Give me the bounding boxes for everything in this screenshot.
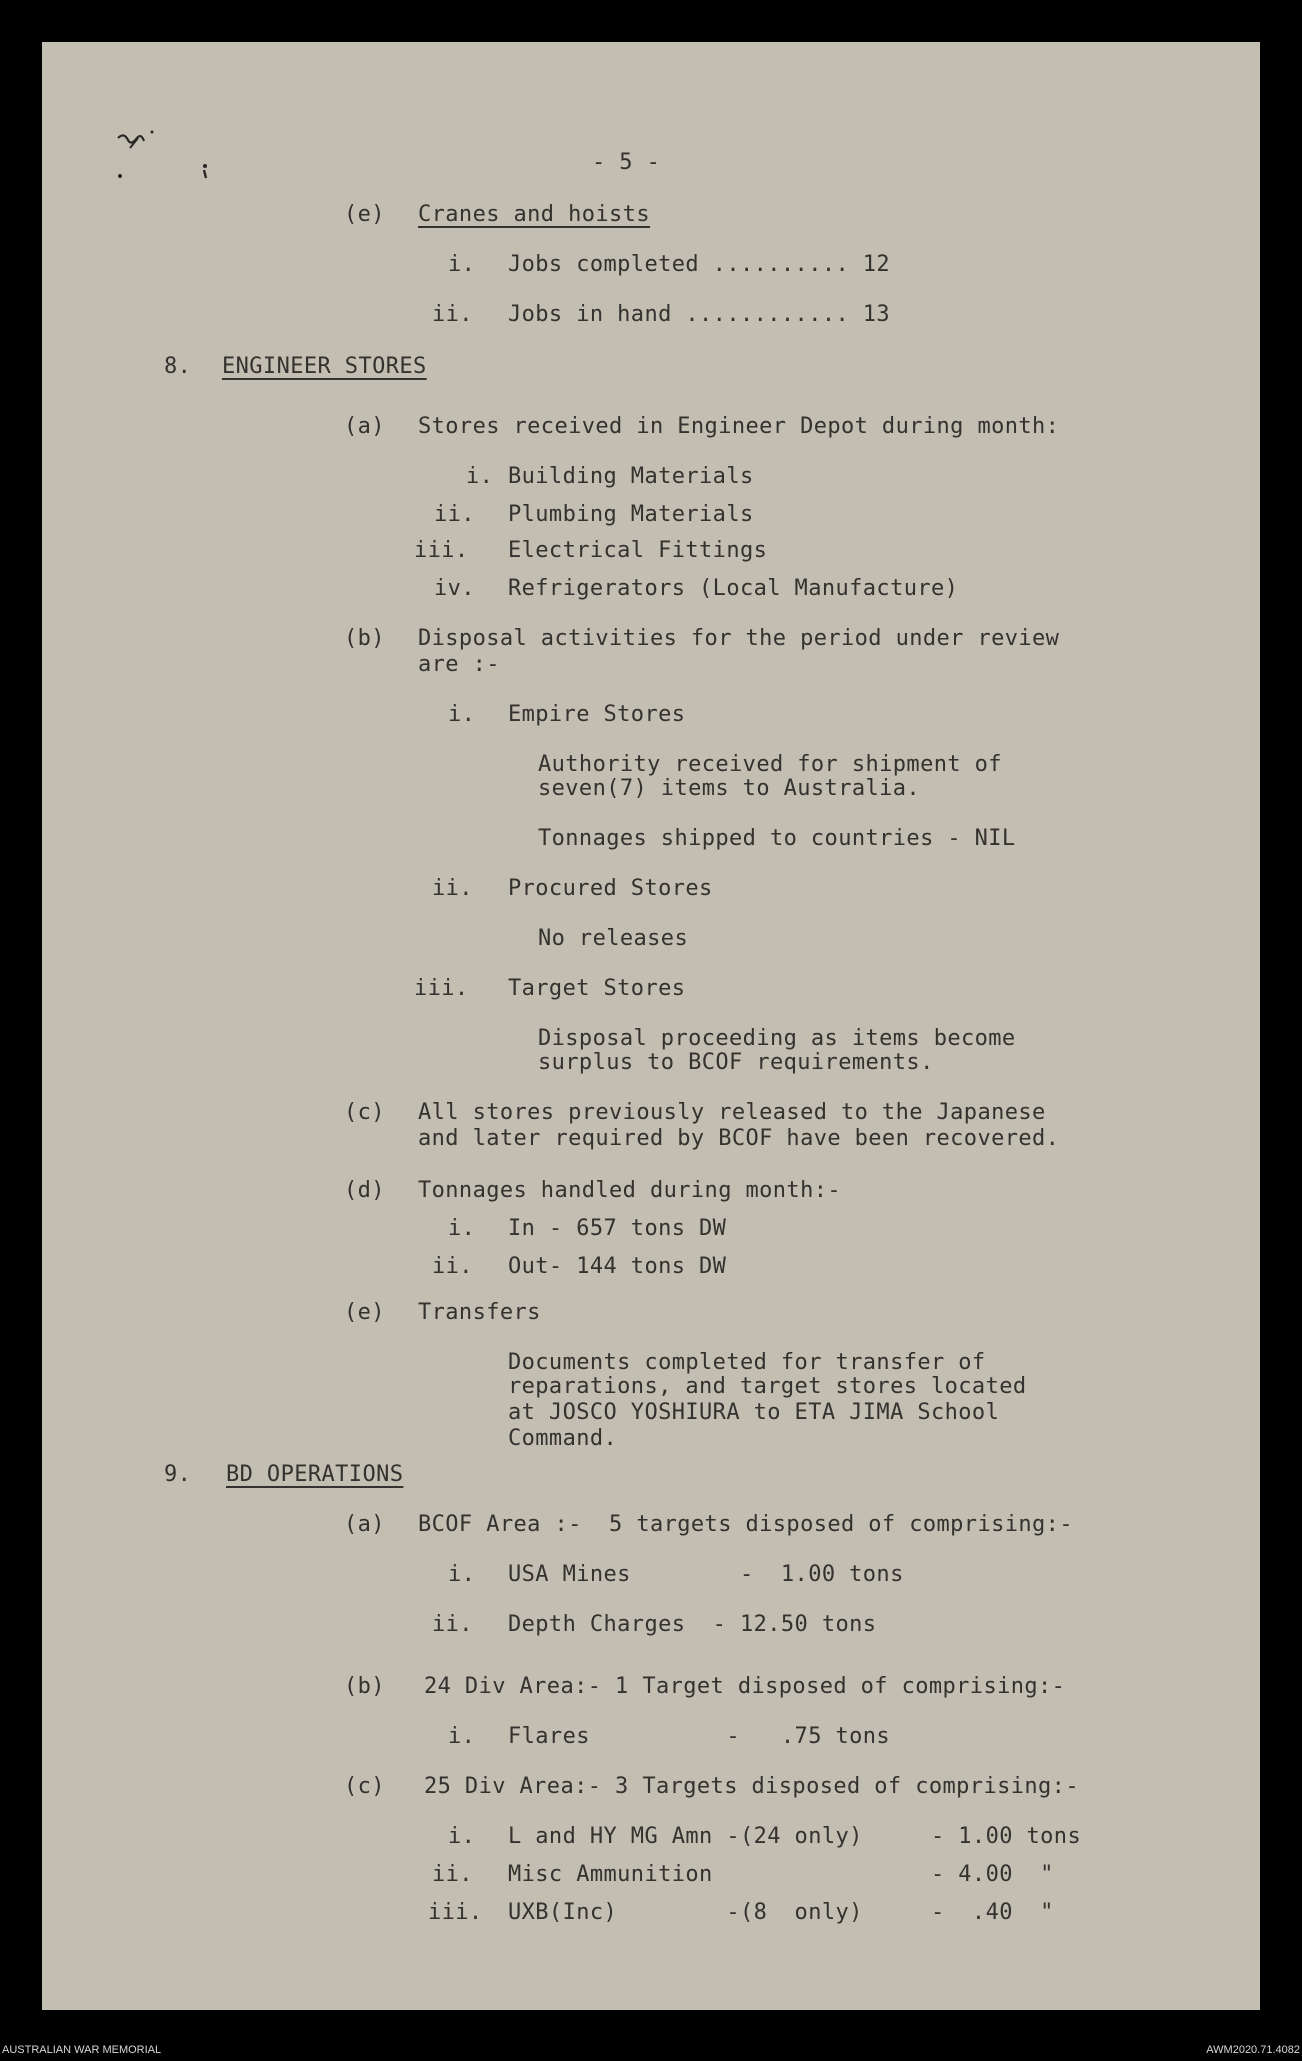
crane-title: Cranes and hoists — [418, 202, 650, 227]
section-8-number: 8. — [164, 354, 192, 379]
s8b-i-para: Tonnages shipped to countries - NIL — [538, 826, 1016, 851]
s9c-label: (c) — [344, 1774, 385, 1799]
s9a-item-num: ii. — [432, 1612, 473, 1637]
s9c-item-text: UXB(Inc) -(8 only) - .40 " — [508, 1900, 1054, 1925]
s8e-para: Command. — [508, 1426, 618, 1451]
s8a-item-text: Refrigerators (Local Manufacture) — [508, 576, 959, 601]
crane-item-num: ii. — [432, 302, 473, 327]
crane-item-text: Jobs completed .......... 12 — [508, 252, 891, 277]
s8d-item-text: Out- 144 tons DW — [508, 1254, 727, 1279]
s8e-para: Documents completed for transfer of — [508, 1350, 986, 1375]
s9c-item-num: i. — [448, 1824, 476, 1849]
s9c-item-text: L and HY MG Amn -(24 only) - 1.00 tons — [508, 1824, 1082, 1849]
s8b-iii-title: Target Stores — [508, 976, 686, 1001]
s8a-item-text: Building Materials — [508, 464, 754, 489]
footer-credit: AUSTRALIAN WAR MEMORIAL — [2, 2044, 162, 2056]
s8a-item-text: Plumbing Materials — [508, 502, 754, 527]
s9a-label: (a) — [344, 1512, 385, 1537]
s8b-iii-para: Disposal proceeding as items become — [538, 1026, 1016, 1051]
s8e-label: (e) — [344, 1300, 385, 1325]
s9a-item-num: i. — [448, 1562, 476, 1587]
s8d-item-num: ii. — [432, 1254, 473, 1279]
s8a-item-text: Electrical Fittings — [508, 538, 768, 563]
s8c-line: and later required by BCOF have been recovered. — [418, 1126, 1060, 1151]
s8b-ii-num: ii. — [432, 876, 473, 901]
s8b-i-para: seven(7) items to Australia. — [538, 776, 921, 801]
s8a-item-num: i. — [466, 464, 494, 489]
s8d-label: (d) — [344, 1178, 385, 1203]
s8e-para: at JOSCO YOSHIURA to ETA JIMA School — [508, 1400, 1000, 1425]
s8c-line: All stores previously released to the Japanese — [418, 1100, 1046, 1125]
s8b-line: are :- — [418, 652, 500, 677]
s9a-item-text: Depth Charges - 12.50 tons — [508, 1612, 877, 1637]
s9b-text: 24 Div Area:- 1 Target disposed of comprising:- — [424, 1674, 1066, 1699]
s9b-label: (b) — [344, 1674, 385, 1699]
s8e-title: Transfers — [418, 1300, 541, 1325]
crane-item-text: Jobs in hand ............ 13 — [508, 302, 891, 327]
s8b-label: (b) — [344, 626, 385, 651]
handwritten-mark-icon — [112, 128, 212, 188]
s8a-label: (a) — [344, 414, 385, 439]
s8b-iii-para: surplus to BCOF requirements. — [538, 1050, 934, 1075]
s8b-iii-num: iii. — [414, 976, 469, 1001]
crane-item-num: i. — [448, 252, 476, 277]
crane-label: (e) — [344, 202, 385, 227]
s8b-i-num: i. — [448, 702, 476, 727]
s8e-para: reparations, and target stores located — [508, 1374, 1027, 1399]
s8a-item-num: ii. — [434, 502, 475, 527]
s9b-item-num: i. — [448, 1724, 476, 1749]
s8b-ii-title: Procured Stores — [508, 876, 713, 901]
page-number: - 5 - — [592, 150, 661, 175]
s8c-label: (c) — [344, 1100, 385, 1125]
s8a-item-num: iv. — [434, 576, 475, 601]
section-9-title: BD OPERATIONS — [226, 1462, 404, 1487]
section-8-title: ENGINEER STORES — [222, 354, 427, 379]
footer-id: AWM2020.71.4082 — [1206, 2044, 1300, 2056]
s9a-item-text: USA Mines - 1.00 tons — [508, 1562, 904, 1587]
s9c-item-text: Misc Ammunition - 4.00 " — [508, 1862, 1054, 1887]
section-9-number: 9. — [164, 1462, 192, 1487]
s8b-line: Disposal activities for the period under review — [418, 626, 1060, 651]
s8d-item-num: i. — [448, 1216, 476, 1241]
s9c-text: 25 Div Area:- 3 Targets disposed of comprising:- — [424, 1774, 1079, 1799]
s9c-item-num: iii. — [428, 1900, 483, 1925]
s8d-text: Tonnages handled during month:- — [418, 1178, 841, 1203]
s8b-i-para: Authority received for shipment of — [538, 752, 1002, 777]
s8b-i-title: Empire Stores — [508, 702, 686, 727]
s9a-text: BCOF Area :- 5 targets disposed of comprising:- — [418, 1512, 1073, 1537]
s8b-ii-para: No releases — [538, 926, 689, 951]
s9c-item-num: ii. — [432, 1862, 473, 1887]
s9b-item-text: Flares - .75 tons — [508, 1724, 891, 1749]
s8d-item-text: In - 657 tons DW — [508, 1216, 727, 1241]
s8a-item-num: iii. — [414, 538, 469, 563]
s8a-text: Stores received in Engineer Depot during month: — [418, 414, 1060, 439]
